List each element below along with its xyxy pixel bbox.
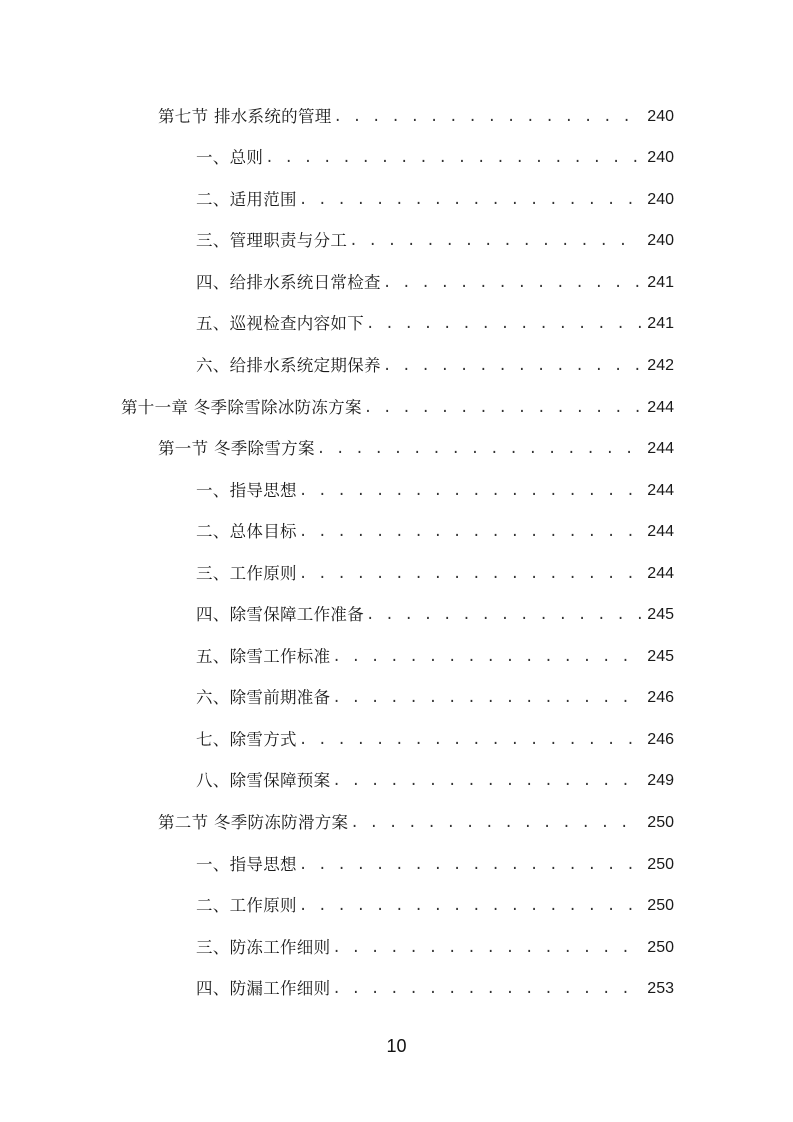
- toc-entry-title: 第二节 冬季防冻防滑方案: [158, 813, 349, 832]
- dot-leader: [383, 354, 641, 378]
- toc-entry-page: 250: [647, 814, 674, 831]
- toc-entry-page: 240: [647, 149, 674, 166]
- dot-leader: [317, 437, 642, 461]
- toc-entry-title: 四、防漏工作细则: [196, 979, 331, 998]
- toc-entry-page: 240: [647, 108, 674, 125]
- dot-leader: [350, 811, 641, 835]
- toc-entry-title: 一、指导思想: [196, 855, 297, 874]
- toc-entry[interactable]: [196, 894, 674, 918]
- toc-entry[interactable]: [196, 271, 674, 295]
- toc-entry-title: 三、管理职责与分工: [196, 231, 348, 250]
- dot-leader: [299, 479, 641, 503]
- dot-leader: [299, 853, 641, 877]
- toc-entry-title: 二、适用范围: [196, 190, 297, 209]
- toc-entry-title: 六、除雪前期准备: [196, 688, 331, 707]
- toc-entry-page: 241: [647, 274, 674, 291]
- toc-entry[interactable]: [196, 769, 674, 793]
- toc-entry-page: 250: [647, 939, 674, 956]
- toc-entry-page: 244: [647, 482, 674, 499]
- dot-leader: [332, 645, 641, 669]
- dot-leader: [366, 603, 641, 627]
- toc-entry-page: 245: [647, 606, 674, 623]
- toc-entry-page: 244: [647, 440, 674, 457]
- toc-entry[interactable]: [196, 146, 674, 170]
- toc-entry-title: 第七节 排水系统的管理: [158, 107, 332, 126]
- page-number: 10: [386, 1036, 407, 1056]
- toc-entry-page: 246: [647, 731, 674, 748]
- dot-leader: [299, 728, 641, 752]
- toc-entry-page: 245: [647, 648, 674, 665]
- toc-entry[interactable]: [196, 229, 674, 253]
- toc-entry-page: 240: [647, 191, 674, 208]
- toc-entry[interactable]: [196, 645, 674, 669]
- toc-entry-title: 二、总体目标: [196, 522, 297, 541]
- toc-entry[interactable]: [121, 396, 674, 420]
- toc-entry-page: 244: [647, 399, 674, 416]
- toc-entry[interactable]: [158, 437, 674, 461]
- toc-entry[interactable]: [196, 562, 674, 586]
- toc-entry-page: 240: [647, 232, 674, 249]
- toc-entry[interactable]: [196, 853, 674, 877]
- toc-entry-title: 三、防冻工作细则: [196, 938, 331, 957]
- toc-entry-title: 二、工作原则: [196, 896, 297, 915]
- toc-entry-title: 三、工作原则: [196, 564, 297, 583]
- toc-entry-title: 第十一章 冬季除雪除冰防冻方案: [121, 398, 362, 417]
- toc-entry-page: 242: [647, 357, 674, 374]
- toc-entry-page: 249: [647, 772, 674, 789]
- dot-leader: [299, 520, 641, 544]
- dot-leader: [332, 769, 641, 793]
- toc-entry-title: 一、总则: [196, 148, 264, 167]
- dot-leader: [299, 188, 641, 212]
- toc-entry[interactable]: [196, 728, 674, 752]
- dot-leader: [364, 396, 642, 420]
- toc-entry-title: 一、指导思想: [196, 481, 297, 500]
- toc-entry-title: 五、除雪工作标准: [196, 647, 331, 666]
- toc-entry[interactable]: [196, 977, 674, 1001]
- toc-entry[interactable]: [196, 354, 674, 378]
- toc-entry-page: 241: [647, 315, 674, 332]
- toc-entry-title: 四、给排水系统日常检查: [196, 273, 381, 292]
- toc-entry[interactable]: [196, 312, 674, 336]
- toc-entry-page: 250: [647, 897, 674, 914]
- toc-entry-page: 246: [647, 689, 674, 706]
- dot-leader: [366, 312, 641, 336]
- toc-entry[interactable]: [196, 936, 674, 960]
- dot-leader: [265, 146, 641, 170]
- toc-entry-page: 244: [647, 565, 674, 582]
- toc-entry-title: 八、除雪保障预案: [196, 771, 331, 790]
- toc-entry[interactable]: [158, 811, 674, 835]
- dot-leader: [334, 105, 642, 129]
- toc-entry[interactable]: [196, 603, 674, 627]
- toc-entry-page: 244: [647, 523, 674, 540]
- toc-entry-title: 五、巡视检查内容如下: [196, 314, 364, 333]
- toc-entry-title: 六、给排水系统定期保养: [196, 356, 381, 375]
- dot-leader: [332, 977, 641, 1001]
- toc-entry-page: 250: [647, 856, 674, 873]
- dot-leader: [299, 562, 641, 586]
- toc-entry-title: 第一节 冬季除雪方案: [158, 439, 315, 458]
- dot-leader: [332, 936, 641, 960]
- toc-entry-page: 253: [647, 980, 674, 997]
- toc-entry-title: 四、除雪保障工作准备: [196, 605, 364, 624]
- toc-entry[interactable]: [196, 188, 674, 212]
- toc-entry[interactable]: [158, 105, 674, 129]
- toc-entry[interactable]: [196, 479, 674, 503]
- dot-leader: [299, 894, 641, 918]
- dot-leader: [383, 271, 641, 295]
- dot-leader: [332, 686, 641, 710]
- dot-leader: [349, 229, 641, 253]
- toc-entry[interactable]: [196, 686, 674, 710]
- toc-entry[interactable]: [196, 520, 674, 544]
- toc-entry-title: 七、除雪方式: [196, 730, 297, 749]
